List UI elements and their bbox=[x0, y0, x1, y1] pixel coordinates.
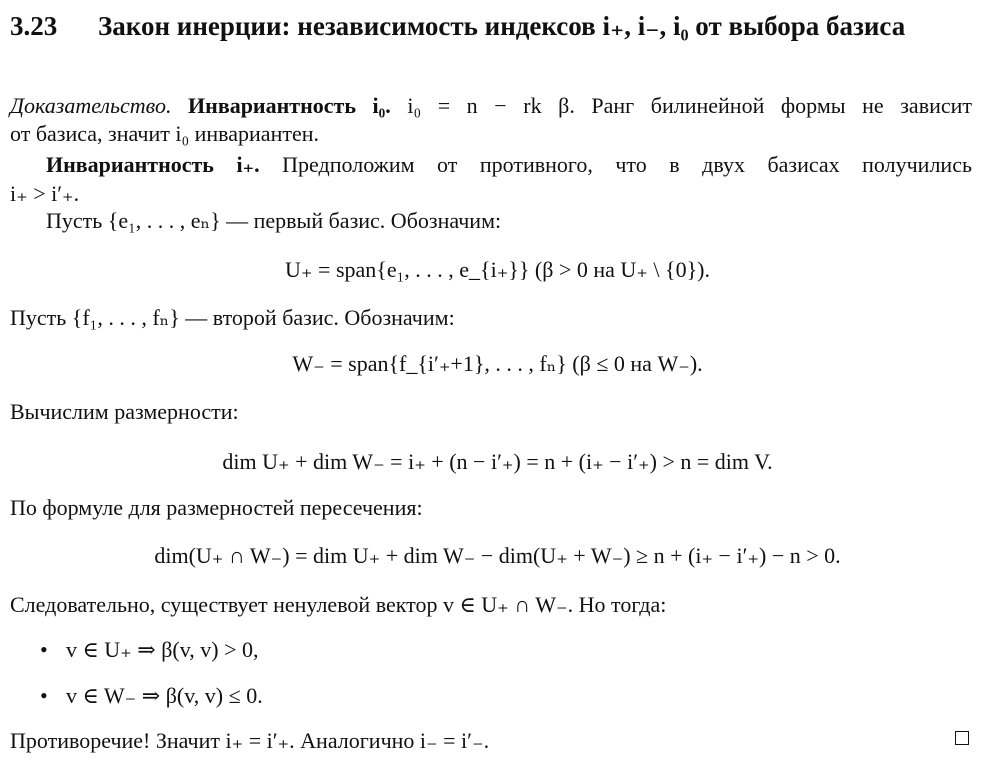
invariance-iplus-text: Предположим от противного, что в двух базисах получились bbox=[282, 152, 973, 177]
second-basis-paragraph: Пусть {f₁, . . . , fₙ} — второй базис. Обозначим: bbox=[10, 305, 455, 330]
conclusion-paragraph: Противоречие! Значит i₊ = i′₊. Аналогично i₋ = i′₋. bbox=[10, 728, 490, 753]
dimensions-paragraph: Вычислим размерности: bbox=[10, 399, 239, 424]
section-title: Закон инерции: независимость индексов i₊, i₋, i₀ от выбора базиса bbox=[98, 11, 906, 41]
section-number: 3.23 bbox=[10, 11, 58, 41]
proof-line-2: от базиса, значит i₀ инвариантен. bbox=[10, 121, 319, 146]
paragraph-invariance-iplus bbox=[46, 151, 972, 179]
equation-U-plus: U₊ = span{e₁, . . . , e_{i₊}} (β > 0 на U₊ \ {0}). bbox=[285, 257, 710, 282]
equation-dimensions: dim U₊ + dim W₋ = i₊ + (n − i′₊) = n + (i₊ − i′₊) > n = dim V. bbox=[222, 449, 773, 474]
qed-square-icon bbox=[955, 731, 969, 745]
bullet-item: v ∈ U₊ ⇒ β(v, v) > 0, bbox=[66, 637, 259, 662]
proof-label: Доказательство. bbox=[10, 93, 172, 118]
equation-W-minus: W₋ = span{f_{i′₊+1}, . . . , fₙ} (β ≤ 0 на W₋). bbox=[292, 351, 703, 376]
bullet-marker: • bbox=[40, 637, 48, 662]
bullet-item: v ∈ W₋ ⇒ β(v, v) ≤ 0. bbox=[66, 683, 263, 708]
first-basis-paragraph: Пусть {e₁, . . . , eₙ} — первый базис. Обозначим: bbox=[46, 208, 502, 233]
invariance-iplus-heading: Инвариантность i₊. bbox=[46, 152, 260, 177]
assumption-inequality: i₊ > i′₊. bbox=[10, 181, 80, 206]
nonzero-vector-paragraph: Следовательно, существует ненулевой вектор v ∈ U₊ ∩ W₋. Но тогда: bbox=[10, 592, 667, 617]
equation-intersection: dim(U₊ ∩ W₋) = dim U₊ + dim W₋ − dim(U₊ + W₋) ≥ n + (i₊ − i′₊) − n > 0. bbox=[154, 543, 841, 568]
bullet-marker: • bbox=[40, 683, 48, 708]
intersection-formula-paragraph: По формуле для размерностей пересечения: bbox=[10, 495, 423, 520]
invariance-i0-text: i₀ = n − rk β. Ранг билинейной формы не зависит bbox=[407, 93, 973, 118]
proof-line-1 bbox=[10, 92, 972, 120]
invariance-i0-heading: Инвариантность i₀. bbox=[188, 93, 391, 118]
